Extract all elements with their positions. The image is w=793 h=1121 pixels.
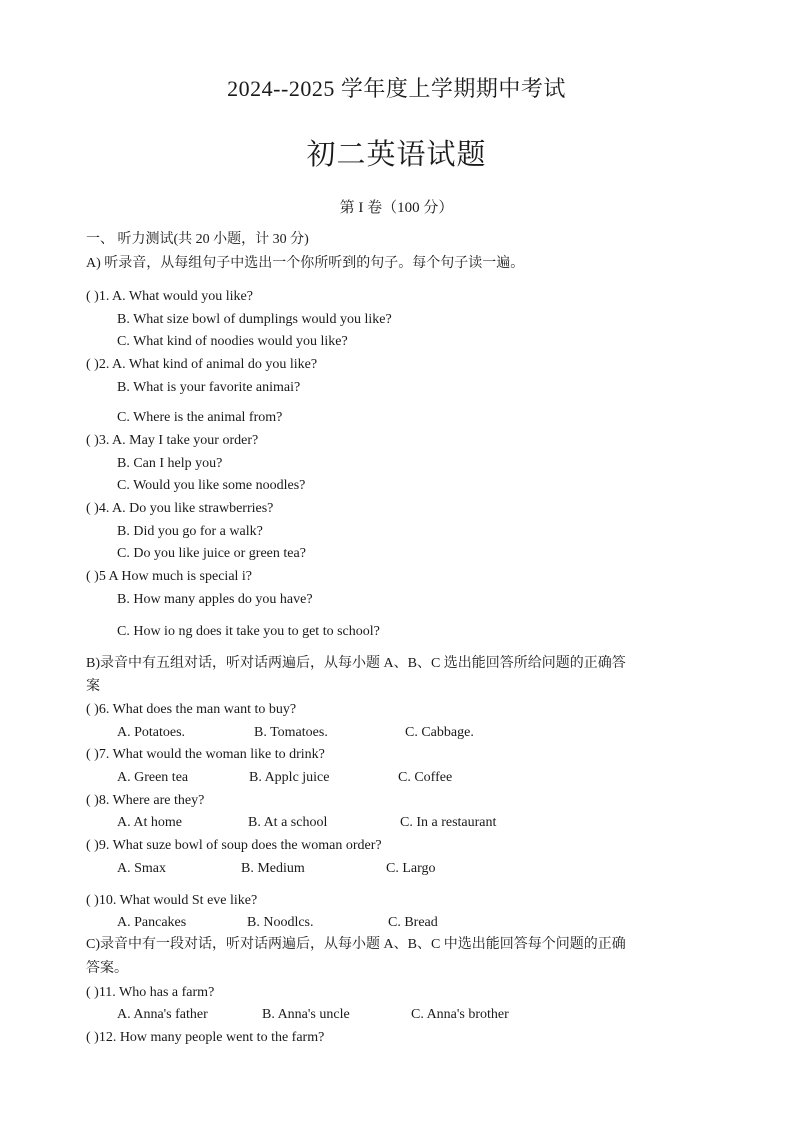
- question-4-option-b: B. Did you go for a walk?: [117, 524, 263, 539]
- option-c: C. Cabbage.: [405, 725, 474, 740]
- page-title: 2024--2025 学年度上学期期中考试: [227, 76, 566, 101]
- question-3-option-c: C. Would you like some noodles?: [117, 478, 306, 493]
- question-6-stem: ( )6. What does the man want to buy?: [86, 702, 297, 717]
- question-7-stem: ( )7. What would the woman like to drink?: [86, 747, 325, 762]
- part-c-instruction-line1: C)录音中有一段对话，听对话两遍后，从每小题 A、B、C 中选出能回答每个问题的正确: [86, 937, 626, 952]
- part-b-instruction-line1: B)录音中有五组对话，听对话两遍后，从每小题 A、B、C 选出能回答所给问题的正确答: [86, 656, 626, 671]
- question-5-option-c: C. How io ng does it take you to get to school?: [117, 624, 380, 639]
- option-b: B. At a school: [248, 815, 328, 830]
- option-b: B. Noodlcs.: [247, 915, 314, 930]
- option-a: A. Pancakes: [117, 915, 187, 930]
- option-a: A. Potatoes.: [117, 725, 186, 740]
- option-c: C. Anna's brother: [411, 1007, 509, 1022]
- option-b: B. Tomatoes.: [254, 725, 328, 740]
- question-2-option-a: ( )2. A. What kind of animal do you like?: [86, 357, 318, 372]
- option-b: B. Anna's uncle: [262, 1007, 350, 1022]
- option-a: A. At home: [117, 815, 182, 830]
- question-4-option-a: ( )4. A. Do you like strawberries?: [86, 501, 274, 516]
- option-a: A. Anna's father: [117, 1007, 208, 1022]
- question-5-option-a: ( )5 A How much is special i?: [86, 569, 253, 584]
- question-1-option-b: B. What size bowl of dumplings would you like?: [117, 312, 392, 327]
- question-11-stem: ( )11. Who has a farm?: [86, 985, 215, 1000]
- question-3-option-a: ( )3. A. May I take your order?: [86, 433, 259, 448]
- option-a: A. Smax: [117, 861, 166, 876]
- option-c: C. Coffee: [398, 770, 453, 785]
- question-3-option-b: B. Can I help you?: [117, 456, 223, 471]
- question-1-option-a: ( )1. A. What would you like?: [86, 289, 253, 304]
- option-c: C. Largo: [386, 861, 436, 876]
- part-b-instruction-line2: 案: [86, 679, 100, 694]
- part-c-instruction-line2: 答案。: [86, 961, 128, 976]
- question-4-option-c: C. Do you like juice or green tea?: [117, 546, 306, 561]
- question-12-stem: ( )12. How many people went to the farm?: [86, 1030, 325, 1045]
- part-a-instruction: A) 听录音，从每组句子中选出一个你所听到的句子。每个句子读一遍。: [86, 256, 525, 271]
- section-heading: 一、 听力测试(共 20 小题，计 30 分): [86, 232, 309, 247]
- option-c: C. In a restaurant: [400, 815, 497, 830]
- question-5-option-b: B. How many apples do you have?: [117, 592, 313, 607]
- question-1-option-c: C. What kind of noodies would you like?: [117, 334, 348, 349]
- option-a: A. Green tea: [117, 770, 189, 785]
- question-2-option-b: B. What is your favorite animai?: [117, 380, 301, 395]
- question-2-option-c: C. Where is the animal from?: [117, 410, 283, 425]
- option-b: B. Applc juice: [249, 770, 330, 785]
- question-9-stem: ( )9. What suze bowl of soup does the woman order?: [86, 838, 382, 853]
- subject-title: 初二英语试题: [306, 139, 487, 171]
- option-c: C. Bread: [388, 915, 438, 930]
- option-b: B. Medium: [241, 861, 305, 876]
- question-10-stem: ( )10. What would St eve like?: [86, 893, 258, 908]
- question-8-stem: ( )8. Where are they?: [86, 793, 205, 808]
- volume-label: 第 I 卷（100 分）: [339, 200, 454, 216]
